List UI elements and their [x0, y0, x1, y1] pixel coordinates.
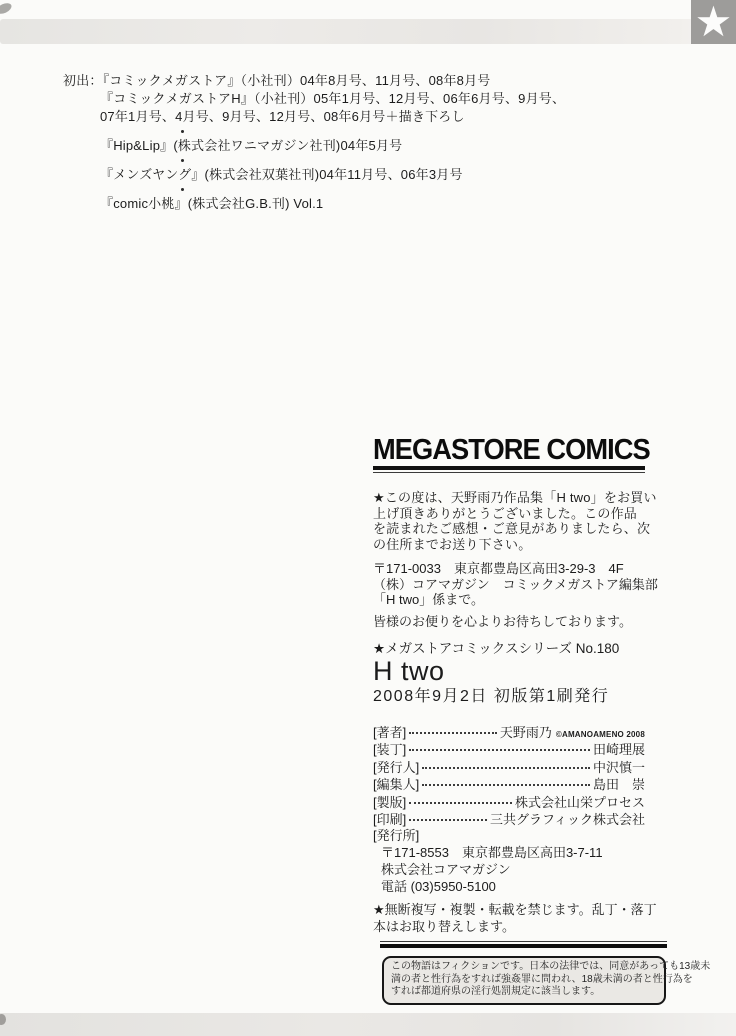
credit-row-design	[373, 739, 645, 757]
reproduction-notice	[373, 901, 657, 936]
credit-value: 田崎理展	[592, 742, 645, 757]
dotted-leader	[409, 819, 487, 821]
credit-row-editor	[373, 774, 645, 792]
first-publication-list	[63, 72, 565, 213]
scan-shading-bottom	[0, 1013, 736, 1036]
publication-entry: 『メンズヤング』(株式会社双葉社刊)04年11月号、06年3月号	[100, 167, 463, 182]
publication-entry: 07年1月号、4月号、9月号、12月号、08年6月号＋描き下ろし	[100, 109, 465, 124]
notice-line: 本はお取り替えします。	[373, 919, 515, 934]
notice-line: ★無断複写・複製・転載を禁じます。乱丁・落丁	[373, 901, 657, 917]
credit-label: [編集人]	[373, 777, 420, 792]
bottom-double-rule	[380, 941, 667, 948]
rule-thin	[380, 941, 667, 942]
logo-rule-thick	[373, 466, 645, 470]
dotted-leader	[422, 784, 590, 786]
edition-line: 2008年9月2日 初版第1刷発行	[373, 687, 610, 705]
disclaimer-line: この物語はフィクションです。日本の法律では、同意があっても13歳未	[391, 961, 711, 972]
series-line: ★メガストアコミックスシリーズ No.180	[373, 640, 620, 656]
credit-value: 天野雨乃	[499, 724, 552, 740]
credit-value: 中沢慎一	[592, 759, 645, 775]
editorial-address	[373, 561, 658, 608]
publication-entry: 『Hip&Lip』(株式会社ワニマガジン社刊)04年5月号	[100, 138, 403, 153]
entry-separator	[63, 184, 565, 195]
credit-value: 三共グラフィック株式会社	[490, 812, 645, 827]
publisher-line: 〒171-8553 東京都豊島区高田3-7-11	[381, 844, 603, 860]
publication-entry: 『コミックメガストア』（小社刊）04年8月号、11月号、08年8月号	[102, 73, 491, 88]
credit-row-plate	[373, 792, 645, 810]
address-line: （株）コアマガジン コミックメガストア編集部	[373, 576, 658, 592]
publication-entry: 『コミックメガストアH』（小社刊）05年1月号、12月号、06年6月号、9月号、	[100, 91, 566, 106]
publication-entry: 『comic小桃』(株式会社G.B.刊) Vol.1	[100, 196, 324, 211]
address-line: 「H two」係まで。	[373, 592, 484, 607]
credit-value: 株式会社山栄プロセス	[514, 794, 645, 810]
star-icon: ★	[694, 0, 733, 45]
credit-row-print	[373, 809, 645, 827]
greeting-line: ★この度は、天野雨乃作品集「H two」をお買い	[373, 490, 657, 505]
greeting-line: の住所までお送り下さい。	[373, 536, 532, 552]
publisher-line: 株式会社コアマガジン	[381, 861, 511, 877]
dotted-leader	[422, 767, 590, 769]
credit-label: [印刷]	[373, 812, 407, 827]
dotted-leader	[409, 802, 512, 804]
disclaimer-line: 満の者と性行為をすれば強姦罪に問われ、18歳未満の者と性行為を	[391, 973, 693, 985]
fiction-disclaimer-box	[382, 956, 711, 1005]
entry-separator	[63, 126, 565, 137]
greeting-line: 上げ頂きありがとうございました。この作品	[373, 505, 638, 521]
ink-speck	[181, 188, 184, 191]
credits-table	[373, 722, 645, 827]
credit-row-issuer	[373, 757, 645, 775]
rule-thick	[380, 944, 667, 948]
first-publication-label: 初出：	[63, 73, 103, 88]
book-title: H two	[373, 655, 445, 686]
logo-rule-thin	[373, 472, 645, 473]
dotted-leader	[409, 732, 497, 734]
credit-label: [著者]	[373, 724, 407, 740]
disclaimer-line: すれば都道府県の淫行処罰規定に該当します。	[391, 986, 601, 997]
waiting-message: 皆様のお便りを心よりお待ちしております。	[373, 613, 632, 629]
credit-label: [発行人]	[373, 759, 420, 775]
entry-separator	[63, 155, 565, 166]
reader-greeting	[373, 490, 657, 552]
scan-smudge-top-left	[0, 1, 13, 16]
address-line: 〒171-0033 東京都豊島区高田3-29-3 4F	[373, 561, 624, 576]
credit-label: [装丁]	[373, 742, 407, 757]
copyright-notice: ©AMANOAMENO 2008	[555, 729, 645, 739]
colophon-block	[373, 434, 658, 936]
ink-speck	[181, 130, 184, 133]
star-badge	[691, 0, 736, 44]
publisher-label: [発行所]	[373, 827, 420, 843]
credit-value: 島田 崇	[592, 777, 645, 792]
dotted-leader	[409, 749, 590, 751]
publisher-block	[373, 827, 645, 895]
credit-row-author	[373, 722, 645, 740]
ink-speck	[181, 159, 184, 162]
credit-label: [製版]	[373, 794, 407, 810]
scan-shading-top	[0, 19, 736, 44]
greeting-line: を読まれたご感想・ご意見がありましたら、次	[373, 521, 651, 536]
publisher-line: 電話 (03)5950-5100	[381, 878, 496, 894]
megastore-comics-logo: MEGASTORE COMICS	[373, 434, 650, 466]
